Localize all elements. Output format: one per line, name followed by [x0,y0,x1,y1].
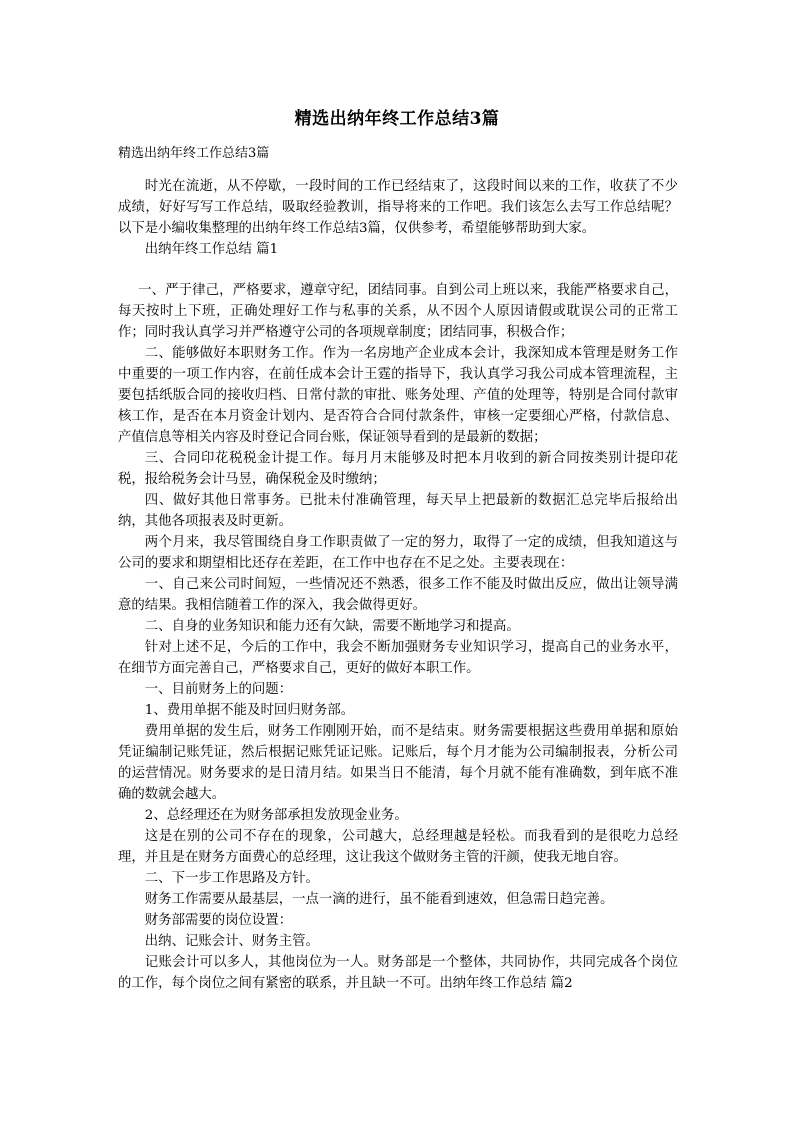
paragraph: 财务部需要的岗位设置： [144,913,293,928]
paragraph: 四、做好其他日常事务。已批未付准确管理，每天早上把最新的数据汇总完毕后报给出纳，其他各项报表及时更新。 [118,493,678,529]
document-title: 精选出纳年终工作总结3篇 [294,109,500,129]
paragraph: 一、目前财务上的问题： [144,682,293,697]
paragraph: 记账会计可以多人，其他岗位为一人。财务部是一个整体，共同协作，共同完成各个岗位的工作，每个岗位之间有紧密的联系，并且缺一不可。出纳年终工作总结 篇2 [118,955,678,991]
paragraph: 二、能够做好本职财务工作。作为一名房地产企业成本会计，我深知成本管理是财务工作中重要的一项工作内容，在前任成本会计王霆的指导下，我认真学习我公司成本管理流程，主要包括纸版合同的接收归档、日常付款的审批、账务处理、产值的处理等，特别是合同付款审核工作，是否在本月资金计划内、是否符合合同付款条件，审核一定要细心严格，付款信息、产值信息等相关内容及时登记合同台账，保证领导看到的是最新的数据； [118,346,678,445]
paragraph: 二、下一步工作思路及方针。 [144,871,319,886]
paragraph: 费用单据的发生后，财务工作刚刚开始，而不是结束。财务需要根据这些费用单据和原始凭证编制记账凭证，然后根据记账凭证记账。记账后，每个月才能为公司编制报表，分析公司的运营情况。财务要求的是日清月结。如果当日不能清，每个月就不能有准确数，到年底不准确的数就会越大。 [118,724,678,802]
paragraph: 两个月来，我尽管围绕自身工作职责做了一定的努力，取得了一定的成绩，但我知道这与公司的要求和期望相比还存在差距，在工作中也存在不足之处。主要表现在： [118,535,678,571]
paragraph: 针对上述不足，今后的工作中，我会不断加强财务专业知识学习，提高自己的业务水平，在细节方面完善自己，严格要求自己，更好的做好本职工作。 [118,640,678,676]
document-subtitle: 精选出纳年终工作总结3篇 [118,146,270,161]
paragraph: 二、自身的业务知识和能力还有欠缺，需要不断地学习和提高。 [144,619,520,634]
paragraph: 2、总经理还在为财务部承担发放现金业务。 [144,808,408,823]
paragraph: 出纳、记账会计、财务主管。 [144,934,319,949]
document-body [118,176,678,994]
paragraph: 一、严于律己，严格要求，遵章守纪，团结同事。自到公司上班以来，我能严格要求自己，每天按时上下班，正确处理好工作与私事的关系，从不因个人原因请假或耽误公司的正常工作；同时我认真学习并严格遵守公司的各项规章制度；团结同事，积极合作； [118,283,678,340]
paragraph: 三、合同印花税税金计提工作。每月月末能够及时把本月收到的新合同按类别计提印花税，报给税务会计马昱，确保税金及时缴纳； [118,451,678,487]
section-heading: 出纳年终工作总结 篇1 [144,242,279,257]
paragraph: 1、费用单据不能及时回归财务部。 [144,703,355,718]
paragraph: 一、自己来公司时间短，一些情况还不熟悉，很多工作不能及时做出反应，做出让领导满意的结果。我相信随着工作的深入，我会做得更好。 [118,577,678,613]
paragraph: 这是在别的公司不存在的现象，公司越大，总经理越是轻松。而我看到的是很吃力总经理，并且是在财务方面费心的总经理，这让我这个做财务主管的汗颜，使我无地自容。 [118,829,678,865]
intro-paragraph: 时光在流逝，从不停歇，一段时间的工作已经结束了，这段时间以来的工作，收获了不少成绩，好好写写工作总结，吸取经验教训，指导将来的工作吧。我们该怎么去写工作总结呢？以下是小编收集整理的出纳年终工作总结3篇，仅供参考，希望能够帮助到大家。 [118,179,678,236]
paragraph: 财务工作需要从最基层，一点一滴的进行，虽不能看到速效，但急需日趋完善。 [144,892,614,907]
